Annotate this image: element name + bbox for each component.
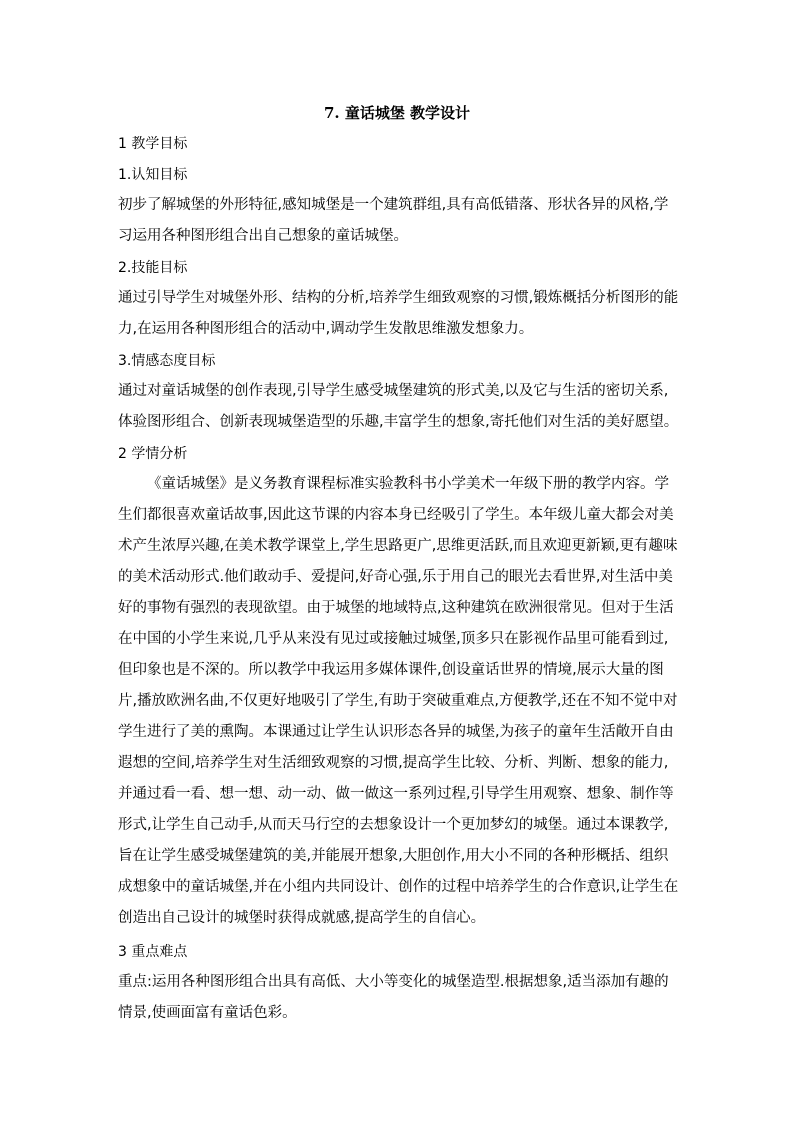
paragraph-skill-objectives: 通过引导学生对城堡外形、结构的分析,培养学生细致观察的习惯,锻炼概括分析图形的能力,在运用各种图形组合的活动中,调动学生发散思维激发想象力。 xyxy=(118,290,679,337)
subheading-skill-objectives: 2.技能目标 xyxy=(118,260,188,276)
paragraph-learner-analysis: 《童话城堡》是义务教育课程标准实验教科书小学美术一年级下册的教学内容。学生们都很喜欢童话故事,因此这节课的内容本身已经吸引了学生。本年级儿童大都会对美术产生浓厚兴趣,在美术教学课堂上,学生思路更广,思维更活跃,而且欢迎更新颖,更有趣味的美术活动形式.他们敢动手、爱提问,好奇心强,乐于用自己的眼光去看世界,对生活中美好的事物有强烈的表现欲望。由于城堡的地域特点,这种建筑在欧洲很常见。但对于生活在中国的小学生来说,几乎从来没有见过或接触过城堡,顶多只在影视作品里可能看到过,但印象也是不深的。所以教学中我运用多媒体课件,创设童话世界的情境,展示大量的图片,播放欧洲名曲,不仅更好地吸引了学生,有助于突破重难点,方便教学,还在不知不觉中对学生进行了美的熏陶。本课通过让学生认识形态各异的城堡,为孩子的童年生活敞开自由遐想的空间,培养学生对生活细致观察的习惯,提高学生比较、分析、判断、想象的能力,并通过看一看、想一想、动一动、做一做这一系列过程,引导学生用观察、想象、制作等形式,让学生自己动手,从而天马行空的去想象设计一个更加梦幻的城堡。通过本课教学,旨在让学生感受城堡建筑的美,并能展开想象,大胆创作,用大小不同的各种形概括、组织成想象中的童话城堡,并在小组内共同设计、创作的过程中培养学生的合作意识,让学生在创造出自己设计的城堡时获得成就感,提高学生的自信心。 xyxy=(118,476,679,926)
section-heading-teaching-objectives: 1 教学目标 xyxy=(118,136,188,152)
document-title: 7. 童话城堡 教学设计 xyxy=(323,104,471,122)
paragraph-key-difficulties: 重点:运用各种图形组合出具有高低、大小等变化的城堡造型.根据想象,适当添加有趣的情景,使画面富有童话色彩。 xyxy=(118,974,669,1021)
subheading-emotional-objectives: 3.情感态度目标 xyxy=(118,353,216,369)
subheading-cognitive-objectives: 1.认知目标 xyxy=(118,167,188,183)
paragraph-emotional-objectives: 通过对童话城堡的创作表现,引导学生感受城堡建筑的形式美,以及它与生活的密切关系,体验图形组合、创新表现城堡造型的乐趣,丰富学生的想象,寄托他们对生活的美好愿望。 xyxy=(118,383,679,430)
paragraph-cognitive-objectives: 初步了解城堡的外形特征,感知城堡是一个建筑群组,具有高低错落、形状各异的风格,学习运用各种图形组合出自己想象的童话城堡。 xyxy=(118,197,669,244)
section-heading-key-difficulties: 3 重点难点 xyxy=(118,944,188,960)
section-heading-learner-analysis: 2 学情分析 xyxy=(118,446,188,462)
